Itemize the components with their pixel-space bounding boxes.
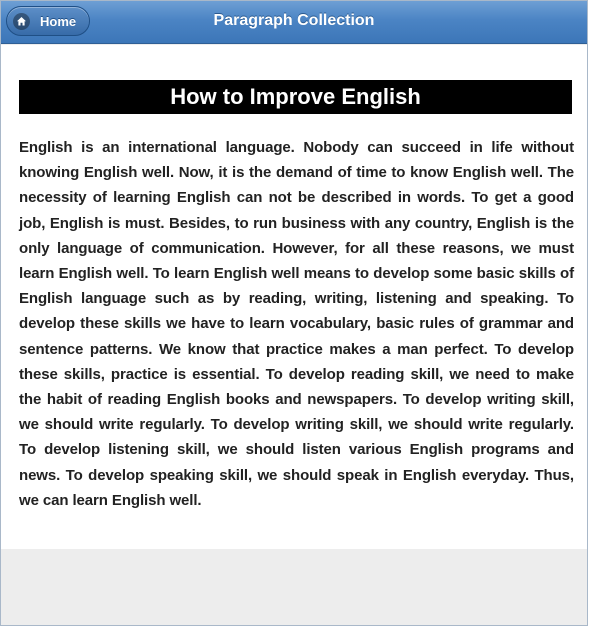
article-paragraph: English is an international language. Nobody can succeed in life without knowing English well. Now, it is the demand of time to know English well. The necessity of learning English can not be described in words. To get a good job, English is must. Besides, to run business with any country, English is the only language of communication. However, for all these reasons, we must learn English well. To learn English well means to develop some basic skills of English language such as by reading, writing, listening and speaking. To develop these skills we have to learn vocabulary, basic rules of grammar and sentence patterns. We know that practice makes a man perfect. To develop these skills, practice is essential. To develop reading skill, we need to make the habit of reading English books and newspapers. To develop writing skill, we should write regularly. To develop writing skill, we should write regularly. To develop listening skill, we should listen various English programs and news. To develop speaking skill, we should speak in English everyday. Thus, we can learn English well. <box>19 139 574 509</box>
home-icon <box>13 13 30 30</box>
home-button-label: Home <box>40 14 77 29</box>
home-button[interactable] <box>6 6 90 36</box>
content-area <box>1 45 587 549</box>
page-title: Paragraph Collection <box>213 12 375 29</box>
article-heading: How to Improve English <box>19 80 572 114</box>
right-margin <box>588 0 600 640</box>
bottom-margin <box>0 626 600 640</box>
header-bar <box>1 1 587 44</box>
